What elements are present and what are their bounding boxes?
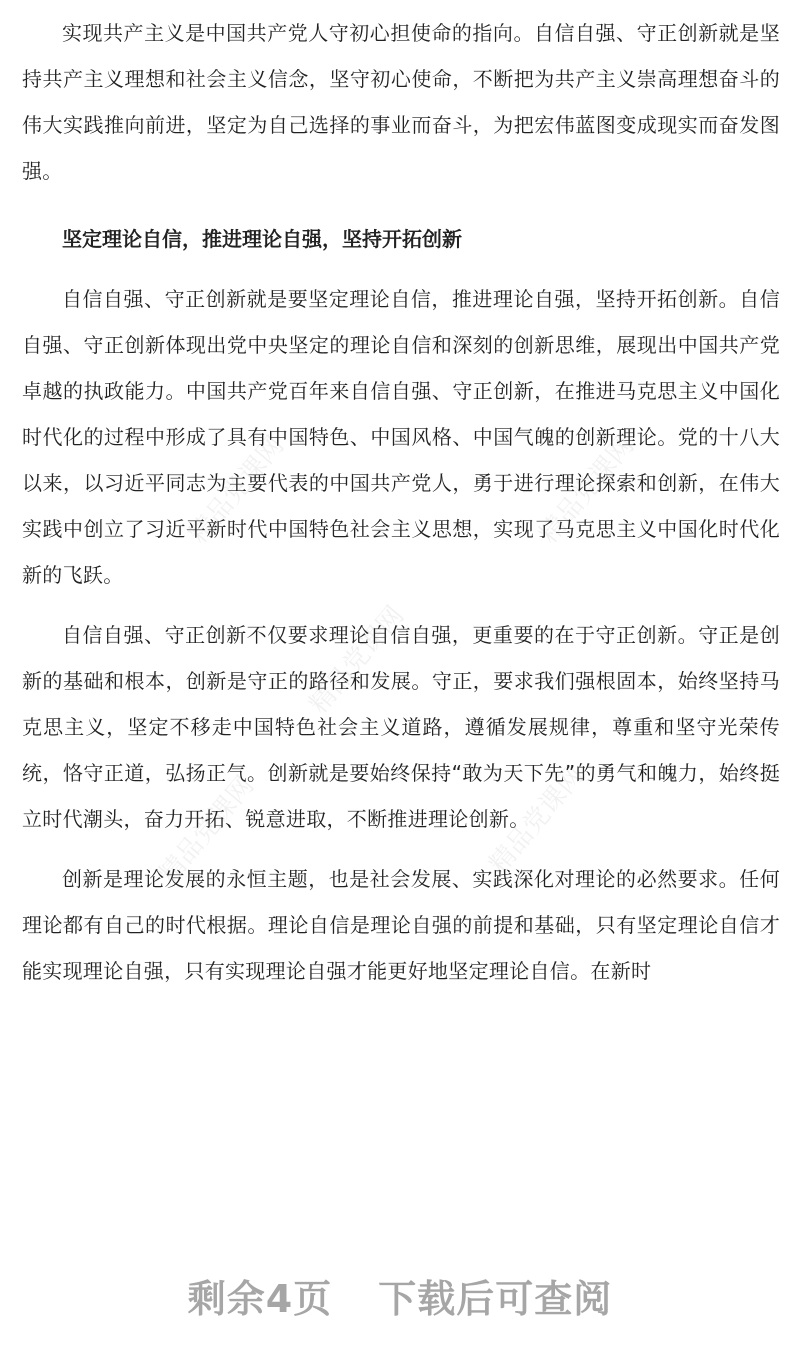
watermark: 精品党课网 <box>153 770 261 890</box>
section-heading: 坚定理论自信，推进理论自强，坚持开拓创新 <box>62 227 462 251</box>
remaining-pages-label: 剩余4页 <box>187 1277 333 1321</box>
watermark: 精品党课网 <box>533 430 641 550</box>
download-hint-label: 下载后可查阅 <box>378 1277 613 1321</box>
paragraph-4: 创新是理论发展的永恒主题，也是社会发展、实践深化对理论的必然要求。任何理论都有自己的时代根据。理论自信是理论自强的前提和基础，只有坚定理论自信才能实现理论自强，只有实现理论自强才能更好地坚定理论自信。在新时 <box>22 867 780 983</box>
document-body <box>22 10 780 1008</box>
watermark: 精品党课网 <box>483 760 591 880</box>
download-prompt <box>0 1268 800 1323</box>
paragraph-1: 实现共产主义是中国共产党人守初心担使命的指向。自信自强、守正创新就是坚持共产主义理想和社会主义信念，坚守初心使命，不断把为共产主义崇高理想奋斗的伟大实践推向前进，坚定为自己选择的事业而奋斗，为把宏伟蓝图变成现实而奋发图强。 <box>22 21 780 183</box>
watermark: 精品党课网 <box>183 430 291 550</box>
watermark: 精品党课网 <box>303 600 411 720</box>
paragraph-2: 自信自强、守正创新就是要坚定理论自信，推进理论自强，坚持开拓创新。自信自强、守正创新体现出党中央坚定的理论自信和深刻的创新思维，展现出中国共产党卓越的执政能力。中国共产党百年来自信自强、守正创新，在推进马克思主义中国化时代化的过程中形成了具有中国特色、中国风格、中国气魄的创新理论。党的十八大以来，以习近平同志为主要代表的中国共产党人，勇于进行理论探索和创新，在伟大实践中创立了习近平新时代中国特色社会主义思想，实现了马克思主义中国化时代化新的飞跃。 <box>22 287 780 587</box>
paragraph-3: 自信自强、守正创新不仅要求理论自信自强，更重要的在于守正创新。守正是创新的基础和根本，创新是守正的路径和发展。守正，要求我们强根固本，始终坚持马克思主义，坚定不移走中国特色社会主义道路，遵循发展规律，尊重和坚守光荣传统，恪守正道，弘扬正气。创新就是要始终保持“敢为天下先”的勇气和魄力，始终挺立时代潮头，奋力开拓、锐意进取，不断推进理论创新。 <box>22 623 780 831</box>
